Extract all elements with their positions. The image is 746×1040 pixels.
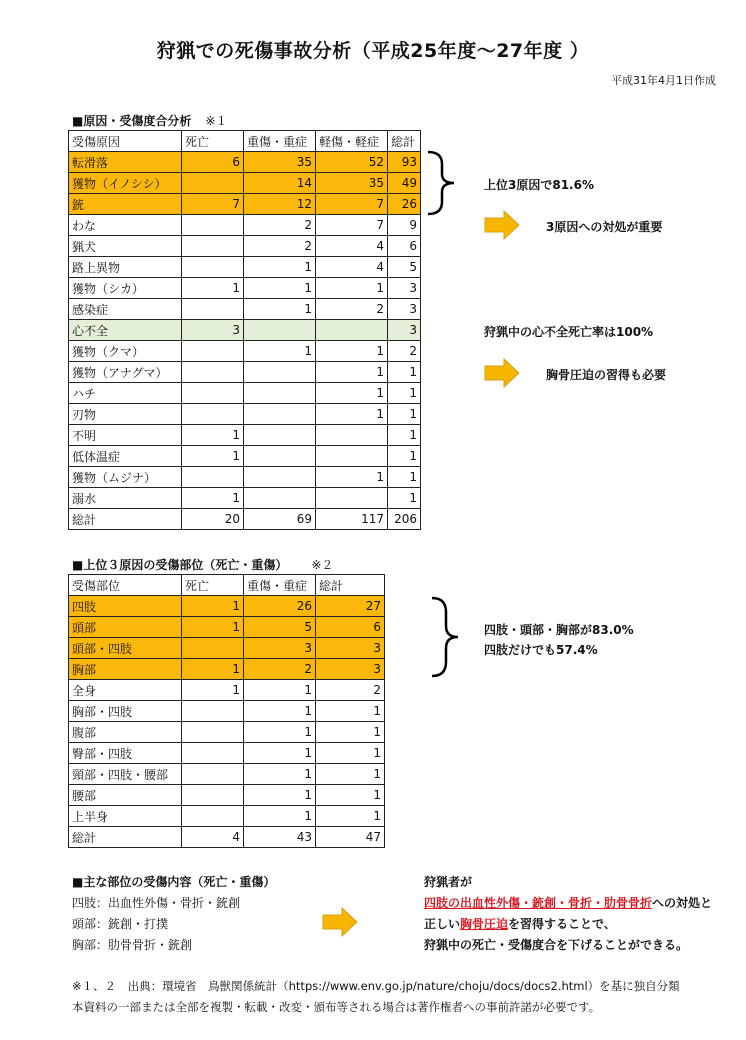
cause-row (69, 509, 421, 530)
cell-value: 1 (316, 701, 385, 722)
cell-value: 5 (244, 617, 316, 638)
cause-row (69, 299, 421, 320)
conclusion-line2 (424, 894, 712, 911)
cell-value (182, 362, 244, 383)
injury-item-head: 頭部：銃創・打撲 (72, 917, 169, 931)
row-label: ハチ (69, 383, 182, 404)
cell-value: 1 (316, 785, 385, 806)
cell-value (182, 383, 244, 404)
cell-value (244, 320, 316, 341)
cell-value (182, 215, 244, 236)
conclusion-line4: 狩猟中の死亡・受傷度合を下げることができる。 (424, 938, 689, 952)
cell-value: 49 (388, 173, 421, 194)
cell-value: 1 (182, 278, 244, 299)
row-label: 胸部・四肢 (69, 701, 182, 722)
row-label: 腹部 (69, 722, 182, 743)
section2-note: ※２ (311, 558, 334, 572)
section1-title: ■原因・受傷度合分析 (72, 114, 192, 128)
row-label: 獲物（アナグマ） (69, 362, 182, 383)
curly-brace-icon (428, 596, 468, 678)
cell-value: 35 (244, 152, 316, 173)
cell-value: 1 (316, 764, 385, 785)
body-part-table (68, 574, 385, 848)
cpr-note: 胸骨圧迫の習得も必要 (546, 368, 667, 382)
cell-value (244, 404, 316, 425)
cell-value: 1 (316, 467, 388, 488)
heart-failure-note: 狩猟中の心不全死亡率は100% (484, 325, 654, 339)
cause-row (69, 194, 421, 215)
row-label: 四肢 (69, 596, 182, 617)
footer-copyright: 本資料の一部または全部を複製・転載・改変・頒布等される場合は著作権者への事前許諾が必要です。 (72, 1000, 601, 1014)
cell-value: 2 (244, 659, 316, 680)
cell-value: 2 (244, 215, 316, 236)
cell-value (244, 383, 316, 404)
body-part-row (69, 827, 385, 848)
row-label: 刃物 (69, 404, 182, 425)
cell-value: 7 (182, 194, 244, 215)
cell-value: 3 (182, 320, 244, 341)
cell-value: 7 (316, 194, 388, 215)
row-label: 低体温症 (69, 446, 182, 467)
cell-value: 1 (388, 383, 421, 404)
cell-value: 12 (244, 194, 316, 215)
cell-value: 4 (316, 236, 388, 257)
cell-value: 2 (388, 341, 421, 362)
conclusion-highlight-cpr: 胸骨圧迫 (460, 917, 509, 931)
row-label: 路上異物 (69, 257, 182, 278)
cause-table (68, 130, 421, 530)
cell-value: 1 (388, 362, 421, 383)
row-label: 転滑落 (69, 152, 182, 173)
cell-value (182, 743, 244, 764)
cell-value: 52 (316, 152, 388, 173)
row-label: 獲物（イノシシ） (69, 173, 182, 194)
cause-row (69, 383, 421, 404)
cell-value: 26 (388, 194, 421, 215)
cause-row (69, 488, 421, 509)
column-header: 総計 (316, 575, 385, 596)
row-label: 総計 (69, 509, 182, 530)
cell-value: 1 (244, 785, 316, 806)
body-part-row (69, 764, 385, 785)
section2-heading (72, 556, 333, 573)
cell-value: 27 (316, 596, 385, 617)
body-part-row (69, 743, 385, 764)
cell-value: 1 (244, 764, 316, 785)
cause-row (69, 341, 421, 362)
cell-value (244, 446, 316, 467)
curly-brace-icon (424, 150, 464, 216)
cell-value (244, 467, 316, 488)
column-header: 死亡 (182, 131, 244, 152)
body-part-row (69, 617, 385, 638)
section3-heading: ■主な部位の受傷内容（死亡・重傷） (72, 875, 276, 889)
cell-value: 93 (388, 152, 421, 173)
body-part-row (69, 680, 385, 701)
cause-row (69, 278, 421, 299)
cell-value: 1 (244, 341, 316, 362)
cell-value: 9 (388, 215, 421, 236)
cell-value: 26 (244, 596, 316, 617)
row-label: 不明 (69, 425, 182, 446)
cell-value (316, 488, 388, 509)
cell-value: 1 (244, 743, 316, 764)
cell-value: 1 (388, 425, 421, 446)
cell-value: 43 (244, 827, 316, 848)
page-title: 狩猟での死傷事故分析（平成25年度～27年度 ） (156, 40, 590, 62)
cell-value: 3 (244, 638, 316, 659)
cell-value (182, 638, 244, 659)
row-label: 全身 (69, 680, 182, 701)
cell-value: 1 (244, 299, 316, 320)
conclusion-line1: 狩猟者が (424, 875, 473, 889)
cell-value (182, 701, 244, 722)
row-label: 銃 (69, 194, 182, 215)
cell-value: 1 (182, 596, 244, 617)
cell-value: 206 (388, 509, 421, 530)
row-label: 獲物（クマ） (69, 341, 182, 362)
cause-row (69, 425, 421, 446)
cell-value: 1 (388, 446, 421, 467)
cell-value: 2 (316, 299, 388, 320)
cell-value (182, 299, 244, 320)
cell-value: 1 (182, 446, 244, 467)
cell-value: 1 (388, 488, 421, 509)
cell-value: 20 (182, 509, 244, 530)
cell-value: 1 (316, 722, 385, 743)
cell-value: 69 (244, 509, 316, 530)
arrow-right-icon (484, 210, 520, 240)
cell-value: 117 (316, 509, 388, 530)
cell-value: 2 (316, 680, 385, 701)
column-header: 死亡 (182, 575, 244, 596)
row-label: 胸部 (69, 659, 182, 680)
cell-value (316, 446, 388, 467)
action-note: 3原因への対処が重要 (546, 220, 663, 234)
cell-value: 4 (182, 827, 244, 848)
injury-item-limbs: 四肢：出血性外傷・骨折・銃創 (72, 896, 241, 910)
row-label: 心不全 (69, 320, 182, 341)
body-part-row (69, 659, 385, 680)
cell-value: 47 (316, 827, 385, 848)
cell-value (182, 722, 244, 743)
cell-value (244, 362, 316, 383)
cell-value: 1 (316, 743, 385, 764)
row-label: 腰部 (69, 785, 182, 806)
cell-value (316, 425, 388, 446)
cell-value (182, 764, 244, 785)
column-header: 受傷原因 (69, 131, 182, 152)
section1-note: ※１ (205, 114, 228, 128)
row-label: 頭部 (69, 617, 182, 638)
cell-value: 3 (388, 299, 421, 320)
row-label: 猟犬 (69, 236, 182, 257)
cell-value (182, 404, 244, 425)
cell-value: 1 (316, 404, 388, 425)
cause-row (69, 467, 421, 488)
column-header: 総計 (388, 131, 421, 152)
cell-value (182, 467, 244, 488)
cause-row (69, 236, 421, 257)
cell-value: 6 (316, 617, 385, 638)
cell-value: 1 (244, 680, 316, 701)
conclusion-line3-rest: を習得することで、 (508, 917, 616, 931)
cell-value: 2 (244, 236, 316, 257)
cell-value: 1 (388, 467, 421, 488)
row-label: わな (69, 215, 182, 236)
cell-value: 1 (316, 383, 388, 404)
arrow-right-icon (322, 907, 358, 937)
cell-value: 1 (244, 701, 316, 722)
injury-item-chest: 胸部：肋骨骨折・銃創 (72, 938, 193, 952)
column-header: 受傷部位 (69, 575, 182, 596)
column-header: 重傷・重症 (244, 131, 316, 152)
cell-value: 35 (316, 173, 388, 194)
cell-value: 1 (182, 488, 244, 509)
cell-value: 1 (244, 806, 316, 827)
cell-value: 3 (388, 320, 421, 341)
cell-value: 1 (182, 617, 244, 638)
body-part-note-2: 四肢だけでも57.4% (484, 643, 598, 657)
cell-value: 14 (244, 173, 316, 194)
cause-row (69, 404, 421, 425)
section1-heading (72, 112, 227, 129)
body-part-row (69, 785, 385, 806)
cause-row (69, 152, 421, 173)
row-label: 上半身 (69, 806, 182, 827)
cause-row (69, 173, 421, 194)
cell-value (244, 488, 316, 509)
cell-value: 1 (388, 404, 421, 425)
cell-value (316, 320, 388, 341)
cell-value (182, 341, 244, 362)
column-header: 軽傷・軽症 (316, 131, 388, 152)
conclusion-highlight-injuries: 四肢の出血性外傷・銃創・骨折・肋骨骨折 (424, 896, 653, 910)
cell-value: 1 (182, 659, 244, 680)
cell-value: 1 (244, 722, 316, 743)
conclusion-line3-pre: 正しい (424, 917, 461, 931)
section2-title: ■上位３原因の受傷部位（死亡・重傷） (72, 558, 288, 572)
cause-row (69, 320, 421, 341)
column-header: 重傷・重症 (244, 575, 316, 596)
cause-row (69, 215, 421, 236)
cause-row (69, 446, 421, 467)
cell-value: 3 (316, 659, 385, 680)
cause-row (69, 257, 421, 278)
cell-value: 1 (182, 680, 244, 701)
cell-value: 1 (316, 341, 388, 362)
body-part-row (69, 596, 385, 617)
cell-value: 1 (316, 362, 388, 383)
cell-value: 3 (388, 278, 421, 299)
cell-value: 6 (388, 236, 421, 257)
footer-source: ※１、２ 出典：環境省 鳥獣関係統計（https://www.env.go.jp/nature/choju/docs/docs2.html）を基に独自分類 (72, 979, 680, 993)
cell-value: 1 (244, 257, 316, 278)
conclusion-line2-rest: への対処と (652, 896, 713, 910)
cell-value: 4 (316, 257, 388, 278)
cell-value: 7 (316, 215, 388, 236)
row-label: 頸部・四肢・腰部 (69, 764, 182, 785)
body-part-note-1: 四肢・頭部・胸部が83.0% (484, 623, 634, 637)
cell-value: 3 (316, 638, 385, 659)
conclusion-line3 (424, 915, 616, 932)
cell-value: 6 (182, 152, 244, 173)
cell-value (182, 173, 244, 194)
cell-value (182, 806, 244, 827)
row-label: 獲物（シカ） (69, 278, 182, 299)
cell-value: 1 (244, 278, 316, 299)
body-part-row (69, 806, 385, 827)
cell-value: 1 (316, 806, 385, 827)
row-label: 頭部・四肢 (69, 638, 182, 659)
created-date: 平成31年4月1日作成 (611, 74, 716, 87)
arrow-right-icon (484, 358, 520, 388)
row-label: 感染症 (69, 299, 182, 320)
cell-value: 5 (388, 257, 421, 278)
row-label: 溺水 (69, 488, 182, 509)
cell-value (182, 236, 244, 257)
cell-value: 1 (182, 425, 244, 446)
cell-value (182, 257, 244, 278)
body-part-row (69, 701, 385, 722)
body-part-row (69, 638, 385, 659)
top3-note: 上位3原因で81.6% (484, 178, 594, 192)
row-label: 臀部・四肢 (69, 743, 182, 764)
cell-value (244, 425, 316, 446)
cell-value: 1 (316, 278, 388, 299)
row-label: 獲物（ムジナ） (69, 467, 182, 488)
row-label: 総計 (69, 827, 182, 848)
cause-row (69, 362, 421, 383)
body-part-row (69, 722, 385, 743)
cell-value (182, 785, 244, 806)
